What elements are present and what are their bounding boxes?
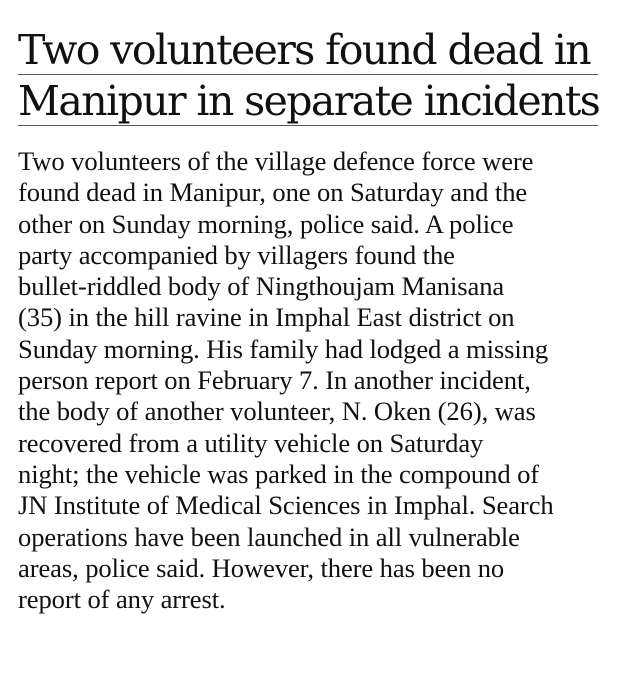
body-line: operations have been launched in all vulnerable [18, 521, 520, 552]
body-line: Two volunteers of the village defence force were [18, 146, 534, 176]
body-line: party accompanied by villagers found the [18, 239, 455, 270]
article-body [18, 146, 598, 615]
body-line: the body of another volunteer, N. Oken (26), was [18, 396, 536, 427]
headline-line: Manipur in separate incidents [18, 77, 600, 125]
body-line: found dead in Manipur, one on Saturday and the [18, 177, 528, 208]
body-line: other on Sunday morning, police said. A police [18, 208, 514, 239]
body-line: recovered from a utility vehicle on Saturday [18, 427, 484, 458]
body-line: (35) in the hill ravine in Imphal East district on [18, 302, 515, 333]
body-line: report of any arrest. [18, 584, 226, 615]
article-headline [18, 26, 598, 126]
headline-line: Two volunteers found dead in [18, 26, 598, 75]
body-line: bullet-riddled body of Ningthoujam Manisana [18, 271, 505, 302]
body-line: night; the vehicle was parked in the compound of [18, 458, 540, 489]
body-line: person report on February 7. In another incident, [18, 365, 531, 396]
body-line: Sunday morning. His family had lodged a missing [18, 333, 549, 364]
body-line: JN Institute of Medical Sciences in Imphal. Search [18, 490, 554, 521]
body-line: areas, police said. However, there has been no [18, 552, 505, 583]
news-article [18, 26, 598, 615]
